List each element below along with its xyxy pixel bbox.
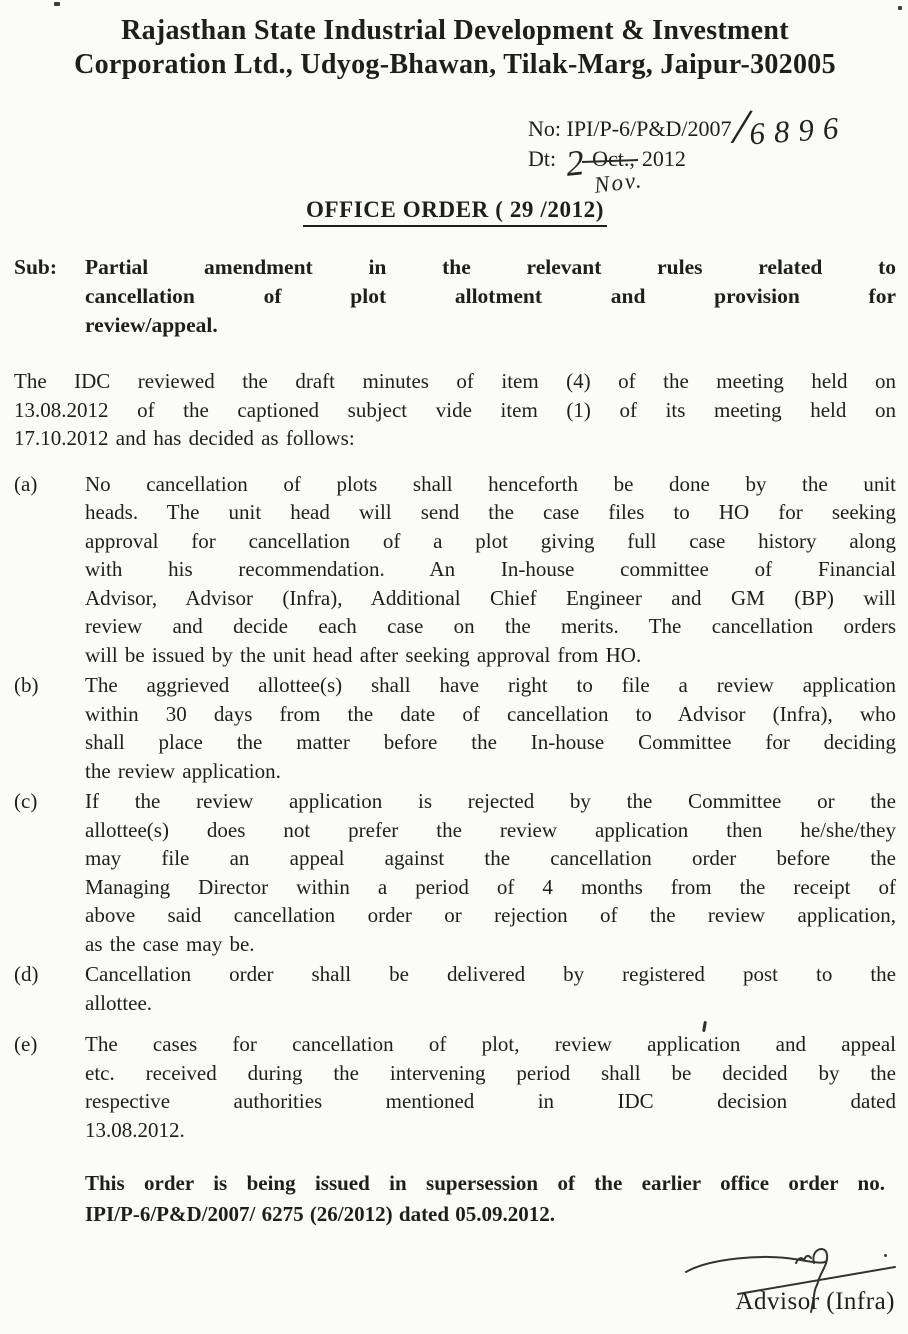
signatory-designation: Advisor (Infra) bbox=[735, 1288, 895, 1315]
subject-label: Sub: bbox=[14, 255, 58, 279]
reference-number-label: No: IPI/P-6/P&D/2007 bbox=[528, 116, 732, 141]
text-line: respective authorities mentioned in IDC decision dated bbox=[85, 1089, 896, 1113]
order-title-row bbox=[14, 197, 896, 227]
date-line bbox=[528, 142, 896, 198]
item-text bbox=[85, 787, 896, 958]
handwritten-slash: / bbox=[731, 97, 750, 155]
text-line: review and decide each case on the merits. The cancellation orders bbox=[85, 614, 896, 638]
text-line: 17.10.2012 and has decided as follows: bbox=[14, 426, 355, 450]
text-line: allottee. bbox=[85, 990, 153, 1015]
subject-block bbox=[14, 253, 896, 340]
item-label: (e) bbox=[14, 1032, 38, 1056]
item-label: (d) bbox=[14, 962, 39, 986]
text-line: may file an appeal against the cancellation order before the bbox=[85, 846, 896, 870]
handwritten-day: 2 bbox=[564, 142, 587, 184]
text-line: 13.08.2012. bbox=[85, 1117, 185, 1142]
org-name-line2: Corporation Ltd., Udyog-Bhawan, Tilak-Marg, Jaipur-302005 bbox=[74, 49, 836, 80]
scan-speck bbox=[884, 1254, 887, 1257]
item-label: (c) bbox=[14, 789, 38, 813]
text-line: Advisor, Advisor (Infra), Additional Chief Engineer and GM (BP) will bbox=[85, 585, 896, 610]
reference-number-line bbox=[528, 97, 896, 155]
scan-speck bbox=[54, 2, 60, 6]
org-name-line1: Rajasthan State Industrial Development & Investment bbox=[121, 15, 789, 46]
order-title: OFFICE ORDER ( 29 /2012) bbox=[303, 197, 607, 227]
text-line: allottee(s) does not prefer the review application then he/she/they bbox=[85, 817, 896, 842]
text-line: above said cancellation order or rejection of the review application, bbox=[85, 903, 896, 927]
item-label: (a) bbox=[14, 471, 38, 496]
text-line: No cancellation of plots shall henceforth be done by the unit bbox=[85, 471, 896, 496]
text-line: heads. The unit head will send the case files to HO for seeking bbox=[85, 500, 896, 524]
text-line: Managing Director within a period of 4 months from the receipt of bbox=[85, 874, 896, 899]
text-line: review/appeal. bbox=[85, 313, 218, 337]
struck-month-text: Oct., bbox=[592, 146, 635, 171]
text-line: within 30 days from the date of cancellation to Advisor (Infra), who bbox=[85, 701, 896, 726]
text-line: Cancellation order shall be delivered by registered post to the bbox=[85, 962, 896, 986]
item-text bbox=[85, 960, 896, 1017]
text-line: If the review application is rejected by the Committee or the bbox=[85, 789, 896, 813]
text-line: etc. received during the intervening period shall be decided by the bbox=[85, 1060, 896, 1085]
text-line: will be issued by the unit head after seeking approval from HO. bbox=[85, 642, 642, 667]
subject-text bbox=[85, 253, 896, 340]
list-item-c bbox=[14, 787, 896, 958]
letterhead bbox=[14, 14, 896, 82]
list-item-d bbox=[14, 960, 896, 1017]
date-label: Dt: bbox=[528, 146, 557, 171]
item-label: (b) bbox=[14, 673, 39, 697]
text-line: shall place the matter before the In-house Committee for deciding bbox=[85, 730, 896, 754]
reference-block bbox=[528, 97, 896, 198]
text-line: cancellation of plot allotment and provision for bbox=[85, 284, 896, 308]
intro-paragraph bbox=[14, 367, 896, 453]
text-line: IPI/P-6/P&D/2007/ 6275 (26/2012) dated 05.09.2012. bbox=[85, 1202, 556, 1226]
text-line: with his recommendation. An In-house committee of Financial bbox=[85, 557, 896, 581]
item-text bbox=[85, 671, 896, 785]
text-line: the review application. bbox=[85, 758, 281, 783]
text-line: as the case may be. bbox=[85, 931, 255, 956]
decision-list bbox=[14, 470, 896, 1145]
text-line: 13.08.2012 of the captioned subject vide item (1) of its meeting held on bbox=[14, 397, 896, 422]
item-text bbox=[85, 1030, 896, 1144]
date-year: 2012 bbox=[641, 146, 686, 171]
handwritten-month: Nov. bbox=[592, 167, 645, 198]
text-line: This order is being issued in supersession of the earlier office order no. bbox=[85, 1171, 885, 1195]
list-item-a bbox=[14, 470, 896, 670]
text-line: Partial amendment in the relevant rules related to bbox=[85, 255, 896, 279]
list-item-b bbox=[14, 671, 896, 785]
supersession-paragraph bbox=[85, 1168, 885, 1230]
item-text bbox=[85, 470, 896, 670]
scan-speck bbox=[898, 6, 902, 10]
list-item-e bbox=[14, 1030, 896, 1144]
handwritten-dispatch-number: 6896 bbox=[748, 109, 849, 152]
text-line: The aggrieved allottee(s) shall have right to file a review application bbox=[85, 673, 896, 697]
text-line: The IDC reviewed the draft minutes of item (4) of the meeting held on bbox=[14, 369, 896, 393]
text-line: The cases for cancellation of plot, review application and appeal bbox=[85, 1032, 896, 1056]
text-line: approval for cancellation of a plot giving full case history along bbox=[85, 528, 896, 553]
